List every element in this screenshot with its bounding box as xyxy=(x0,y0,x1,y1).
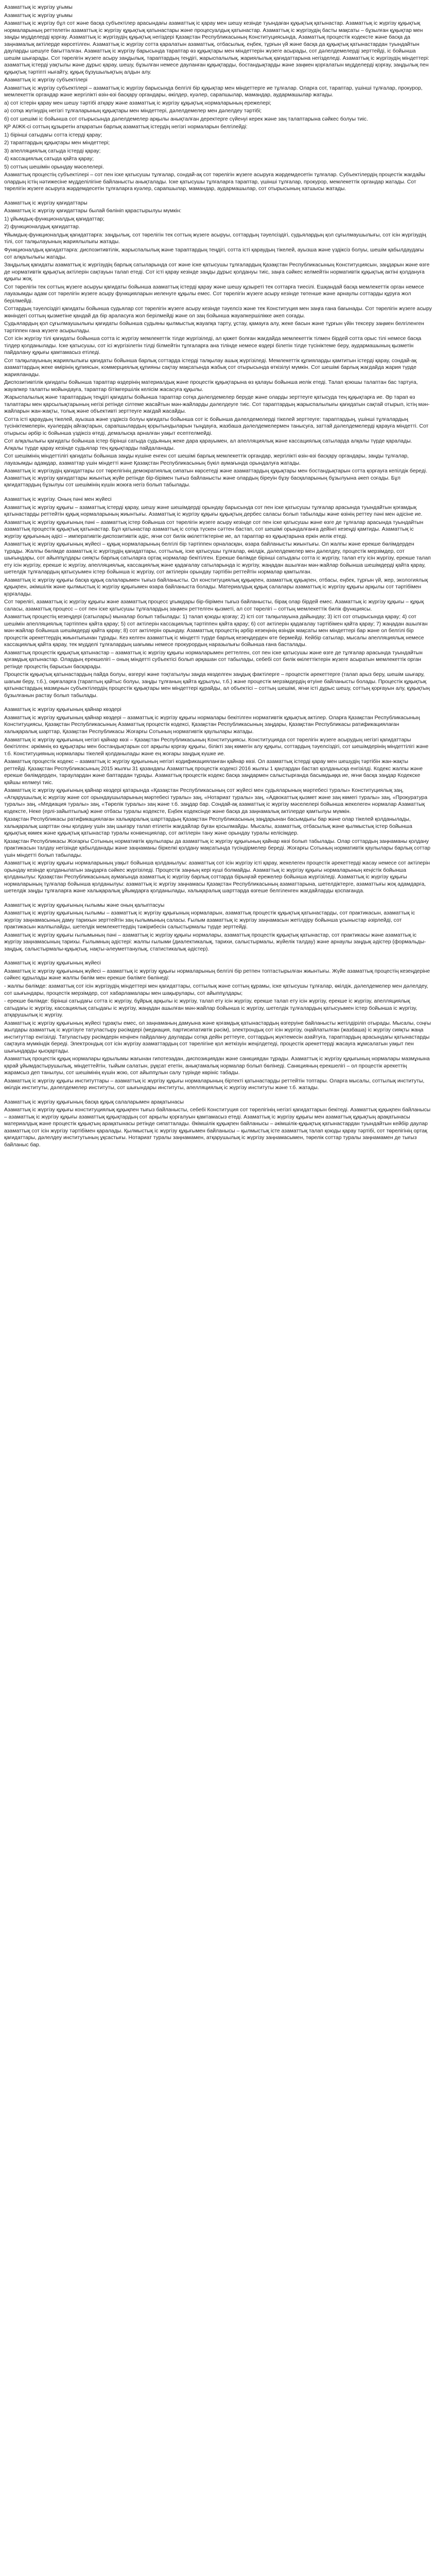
paragraph: 4) кассациялық сатыда қайта қарау; xyxy=(4,156,94,162)
paragraph: Азаматтық іс жүргізу субъектілері xyxy=(4,77,88,83)
paragraph: Қазақстан Республикасы Жоғарғы Сотының нормативтік қаулылары да азаматтық іс жүргізу құқығының қайнар көзі болып табылады. Олар соттардың заңнаманы қолдану практикасын талдау негізінде қабылданады және заңнаманы біркелкі қолдану мақсатында түсіндірмелер береді. Жоғарғы Сотының нормативтік қаулылары барлық соттар үшін міндетті болып табылады. xyxy=(4,838,431,858)
paragraph: Сот ісін жүргізу тілі қағидаты бойынша сотта іс жүргізу мемлекеттік тілде жүргізіледі, ал қажет болған жағдайда мемлекеттік тілмен бірдей сотта орыс тілі немесе басқа тілдер қолданылады. Іске қатысушы, сот ісі жүргізілетін тілді білмейтін тұлғаларға ана тілінде немесе өздері білетін тілде түсініктеме беру, аудармашының қызметін пайдалану құқығы қамтамасыз етіледі. xyxy=(4,336,422,356)
section-heading: Азаматтық іс жүргізу құқығының қайнар көздері xyxy=(4,707,121,713)
section-heading: Азаматтық іс жүргізу құқығының жүйесі xyxy=(4,960,101,967)
paragraph: Сот шешімінің міндеттілігі қағидаты бойынша заңды күшіне енген сот шешімі барлық мемлекеттік органдар, жергілікті өзін-өзі басқару органдары, заңды тұлғалар, лауазымды адамдар, азаматтар үшін міндетті және Қазақстан Республикасының бүкіл аумағында орындалуға жатады. xyxy=(4,453,409,466)
paragraph: Сот төрелігін тек соттың жүзеге асыруы қағидаты бойынша азаматтық істерді қарау және шешу құзыреті тек соттарға тиесілі. Ешқандай басқа мемлекеттік орган немесе лауазымды адам сот төрелігін жүзеге асыру функцияларын иеленуге құқылы емес. Сот төрелігін жүзеге асыру кезінде төтенше және арнаулы соттарды құруға жол берілмейді. xyxy=(4,284,424,304)
paragraph: Азаматтық іс жүргізу қағидаттары былай бөлініп қарастырылуы мүмкін: xyxy=(4,208,182,214)
section-heading: Азаматтық іс жүргізу қағидаттары xyxy=(4,200,88,206)
paragraph: ә) сотқа жүгінудің негізгі тұлғаларының құқықтары мен міндеттері, дәлелдемелер мен дәлелдеу тәртібі; xyxy=(4,108,262,114)
paragraph: Азаматтық іс жүргізу құқығы – азаматтық істерді қарау, шешу және шешімдерді орындау барысында сот пен іске қатысушы тұлғалар арасында туындайтын қоғамдық қатынастарды реттейтін құқық нормаларының жиынтығы. Азаматтық іс жүргізу құқығы құқықтың дербес саласы болып табылады және өзінің реттеу пәні мен әдісіне ие. xyxy=(4,504,423,518)
paragraph: Азаматтық іс жүргізу құқығының пәні – азаматтық істер бойынша сот төрелігін жүзеге асыру кезінде сот пен іске қатысушы және өзге де тұлғалар арасында туындайтын азаматтық процестік құқықтық қатынастар. Бұл қатынастар азаматтық іс сотқа түскен сәттен бастап, сот шешімі орындалғанға дейінгі кезеңді қамтиды. Азаматтық іс жүргізу құқығының әдісі – императивтік-диспозитивтік әдіс, яғни сот билік өкілеттіктеріне ие, ал тараптар өз құқықтарына еркін иелік етеді. xyxy=(4,519,424,539)
paragraph: Азаматтық іс жүргізу құқығының жүйесі – азаматтық іс жүргізу құқығы нормаларының белгілі бір ретпен топтастырылған жиынтығы. Жүйе азаматтық процестің кезеңдеріне сәйкес құрылады және жалпы бөлім мен ерекше бөлімге бөлінеді: xyxy=(4,968,430,981)
paragraph: Сот алқалылығы қағидаты бойынша істер бірінші сатыда судьяның жеке дара қарауымен, ал апелляциялық және кассациялық сатыларда алқалы түрде қаралады. Алқалы түрде қарау кезінде судьялар тең құқықтарды пайдаланады. xyxy=(4,438,412,451)
paragraph: Судьялардың қол сұғылмаушылығы қағидаты бойынша судьяны қылмыстық жауапқа тарту, ұстау, қамауға алу, жеке басын және тұрғын үйін тексеру заңмен белгіленген тәртіппен ғана жүзеге асырылады. xyxy=(4,321,424,334)
paragraph: Жарыспалылық және тараптардың теңдігі қағидаты бойынша тараптар сотқа дәлелдемелер беруде және оларды зерттеуге қатысуда тең құқықтарға ие. Әр тарап өз талаптары мен қарсылықтарының негізі ретінде сілтеме жасайтын мән-жайларды дәлелдеуге тиіс. Сот тараптардың жарыспалылығы қағидатын сақтай отырып, істің мән-жайларын жан-жақты, толық және объективті зерттеуге жағдай жасайды. xyxy=(4,395,430,415)
section-gap xyxy=(4,700,432,705)
paragraph: 1) бірінші сатыдағы сотта істерді қарау; xyxy=(4,132,102,138)
paragraph: ҚР АІЖК-сі соттың құзыретін атқаратын барлық азаматтық істердің негізгі нормаларын белгілейді: xyxy=(4,124,248,130)
paragraph: Функционалдық қағидаттарға: диспозитивтілік, жарыспалылық және тараптардың теңдігі, сотта істі қараудың тікелей, ауызша және үздіксіз болуы, шешім қабылдаудағы сот алқалылығы жатады. xyxy=(4,247,424,260)
paragraph: Азаматтық іс жүргізу құқығының жүйесі тұрақты емес, ол заңнаманың дамуына және қоғамдық қатынастардың өзгеруіне байланысты жетілдіріліп отырады. Мысалы, соңғы жылдары азаматтық іс жүргізуге татуластыру рәсімдері (медиация, партисипативтік рәсім), электрондық сот ісін жүргізу, оңайлатылған (жазбаша) іс жүргізу сияқты жаңа институттар енгізілді. Татуластыру рәсімдерін кеңінен пайдалану дауларды сотқа дейін реттеуге, соттардың жүктемесін азайтуға, тараптардың арасындағы қатынастарды сақтауға мүмкіндік береді. Электрондық сот ісін жүргізу азаматтардың сот төрелігіне қол жеткізуін жеңілдетеді, процестік әрекеттерді жасауға жұмсалатын уақыт пен шығындарды қысқартады. xyxy=(4,1020,431,1054)
paragraph: - жалпы бөлімде: азаматтық сот ісін жүргізудің міндеттері мен қағидаттары, соттылық және соттың құрамы, іске қатысушы тұлғалар, өкілдік, дәлелдемелер мен дәлелдеу, сот шығындары, процестік мерзімдер, сот хабарламалары мен шақырулары, сот айыппұлдары; xyxy=(4,984,428,996)
paragraph: Қазақстан Республикасы ратификациялаған халықаралық шарттардың Қазақстан Республикасының заңдарынан басымдығы бар және олар тікелей қолданылады, халықаралық шарттан оны қолдану үшін заң шығару талап етілетін жағдайлар бұған қосылмайды. Мысалы, азаматтық, отбасылық және қылмыстық істер бойынша құқықтық көмек және құқықтық қатынастар туралы конвенциялар, сот актілерін тану және орындау туралы келісімдер. xyxy=(4,817,412,837)
paragraph: Соттардың тәуелсіздігі қағидаты бойынша судьялар сот төрелігін жүзеге асыру кезінде тәуелсіз және тек Конституция мен заңға ғана бағынады. Сот төрелігін жүзеге асыру жөніндегі соттың қызметіне қандай да бір араласуға жол берілмейді және ол заң бойынша жауапкершілікке әкеп соғады. xyxy=(4,306,432,319)
paragraph: Диспозитивтілік қағидаты бойынша тараптар өздерінің материалдық және процестік құқықтарына өз қалауы бойынша иелік етеді. Талап қоюшы талаптан бас тартуға, жауапкер талапты мойындауға, тараптар бітімгершілік келісім жасасуға құқылы. xyxy=(4,380,418,393)
paragraph: Азаматтық іс жүргізу құқығының жүйесі – құқық нормаларының белгілі бір тәртіппен орналасқан, өзара байланысты жиынтығы. Ол жалпы және ерекше бөлімдерден тұрады. Жалпы бөлімде азаматтық іс жүргізудің қағидаттары, соттылық, іске қатысушы тұлғалар, өкілдік, дәлелдемелер мен дәлелдеу, процестік мерзімдер, сот шығындары, сот айыппұлдары сияқты барлық сатыларға ортақ нормалар бекітілген. Ерекше бөлімде бірінші сатыдағы сотта іс жүргізу, талап ету ісін жүргізу, ерекше талап ету ісін жүргізу, ерекше іс жүргізу, апелляциялық, кассациялық және қадағалау сатыларында іс жүргізу, жаңадан ашылған мән-жайлар бойынша шешімдерді қайта қарау, шетелдік тұлғалардың қатысуымен істер бойынша іс жүргізу, сот актілерін орындау тәртібін реттейтін нормалар қамтылған. xyxy=(4,541,431,575)
paragraph: Азаматтық іс жүргізу ұғымы xyxy=(4,12,73,19)
paragraph: Азаматтық іс жүргізу құқығының негізгі қайнар көзі – Қазақстан Республикасының Конституциясы. Конституцияда сот төрелігін жүзеге асырудың негізгі қағидаттары бекітілген: әркімнің өз құқықтары мен бостандықтарын сот арқылы қорғау құқығы, білікті заң көмегін алу құқығы, соттардың тәуелсіздігі, сот шешімдерінің міндеттілігі және т.б. Конституцияның нормалары тікелей қолданылады және ең жоғары заңдық күшке ие. xyxy=(4,737,429,757)
paragraph: Азаматтық процестік кодекс – азаматтық іс жүргізу құқығының негізгі кодификацияланған қайнар көзі. Ол азаматтық істерді қарау мен шешудің тәртібін жан-жақты реттейді. Қазақстан Республикасының 2015 жылғы 31 қазандағы Азаматтық процестік кодексі 2016 жылғы 1 қаңтардан бастап қолданысқа енгізілді. Кодекс жалпы және ерекше бөлімдерден, тараулардан және баптардан тұрады. Азаматтық процестік кодекс басқа заңдармен салыстырғанда басымдыққа ие, яғни басқа заңдар Кодекске қайшы келмеуі тиіс. xyxy=(4,759,423,786)
paragraph: Азаматтық іс жүргізудің қағидаттары сот төрелігінің демократиялық сипатын көрсетеді және азаматтардың құқықтары мен бостандықтарын сотта қорғауға кепілдік береді. Азаматтық іс жүргізу қағидаттары жиынтық жүйе ретінде бір-бірімен тығыз байланысты және олардың біреуін бұзу басқаларының бұзылуына әкеп соғады. Бұл қағидаттардың бұзылуы сот шешімінің күшін жоюға негіз болып табылады. xyxy=(4,468,428,488)
paragraph: Сот талқылауының жариялылығы қағидаты бойынша барлық соттарда істерді талқылау ашық жүргізіледі. Мемлекеттік құпияларды қамтитын істерді қарау, сондай-ақ азаматтардың жеке өмірінің құпиясын, коммерциялық құпияны сақтау мақсатында жабық сот отырысында өткізілуі мүмкін. Сот шешімі барлық жағдайда жария түрде жарияланады. xyxy=(4,358,417,378)
paragraph: Процестік құқықтық қатынастардың пайда болуы, өзгеруі және тоқтатылуы заңда көзделген заңдық фактілерге – процестік әрекеттерге (талап арыз беру, шешім шығару, шағым беру, т.б.), оқиғаларға (тараптың қайтыс болуы, заңды тұлғаның қайта құрылуы, т.б.) және процестік мерзімдердің өтуіне байланысты болады. Процестік құқықтық қатынастардың мазмұнын субъектілердің процестік құқықтары мен міндеттері құрайды, ал объектісі – соттың шешімі, яғни істі дұрыс шешу, соттың қорғауын алу, құқықтың бұзылғанын растау болып табылады. xyxy=(4,672,430,699)
paragraph: Азаматтық іс жүргізу құқығының ғылымы – азаматтық іс жүргізу құқығының нормаларын, азаматтық процестік құқықтық қатынастарды, сот практикасын, азаматтық іс жүргізу заңнамасының даму тарихын зерттейтін заң ғылымының саласы. Ғылым азаматтық іс жүргізу заңнамасын жетілдіру бойынша ұсыныстар әзірлейді, сот практикасын жалпылайды, шетелдік мемлекеттердің тәжірибесін салыстырмалы түрде зерттейді. xyxy=(4,910,415,930)
paragraph: Заңдылық қағидаты азаматтық іс жүргізудің барлық сатыларында сот және іске қатысушы тұлғалардың Қазақстан Республикасының Конституциясын, заңдарын және өзге де нормативтік құқықтық актілерін сақтауын талап етеді. Сот істі қарау кезінде заңды дұрыс қолдануы тиіс, заңға сәйкес келмейтін нормативтік құқықтық актіні қолдануға құқығы жоқ. xyxy=(4,262,430,282)
section-gap xyxy=(4,896,432,901)
paragraph: 2) тараптардың құқықтары мен міндеттері; xyxy=(4,140,110,146)
paragraph: Сот төрелігі, азаматтық іс жүргізу құқығы және азаматтық процесс ұғымдары бір-бірімен тығыз байланысты, бірақ олар бірдей емес. Азаматтық іс жүргізу құқығы – құқық саласы, азаматтық процесс – сот пен іске қатысушы тұлғалардың заңмен реттелген қызметі, ал сот төрелігі – соттың мемлекеттік билік функциясы. xyxy=(4,599,424,612)
paragraph: Азаматтық іс жүргізу бұл сот және басқа субъектілер арасындағы азаматтық іс қарау мен шешу кезінде туындаған құқықтық қатынастар. Азаматтық іс жүргізу құқықтық нормаларының реттелетін азаматтық іс жүргізу құқықтық қатынастары және процесуалдық қатынастар. Азаматтық іс жүргізудің басты мақсаты – бұзылған құқықтар мен заңды мүдделерді қорғау. Азаматтық іс жүргізудің құқықтық негіздері Қазақстан Республикасының Конституциясында, Азаматтық процестік кодексте және басқа да заңнамалық актілерде көрсетілген. Азаматтық іс жүргізу сотта қаралатын азаматтық, отбасылық, еңбек, тұрғын үй және басқа да құқықтық қатынастардан туындайтын дауларды шешуге бағытталған. Азаматтық іс жүргізу барысында тараптар өз құқықтары мен міндеттерін жүзеге асырады, сот дәлелдемелерді зерттейді, іс бойынша шешім шығарады. Сот төрелігін жүзеге асыру заңдылық, тараптардың теңдігі, жарыспалылық, жариялылық қағидаттарына негізделеді. Азаматтық іс жүргізудің міндеттері: азаматтық істерді уақтылы және дұрыс қарау, шешу, бұзылған немесе дауланған құқықтарды, бостандықтарды және заңмен қорғалатын мүдделерді қорғау, заңдылық пен құқықтық тәртіпті нығайту, құқық бұзушылықтың алдын алу. xyxy=(4,21,429,75)
paragraph: Азаматтық іс жүргізу құқығы нормаларының уақыт бойынша қолданылуы: азаматтық сот ісін жүргізу істі қарау, жекелеген процестік әрекеттерді жасау немесе сот актілерін орындау кезінде қолданылатын заңдарға сәйкес жүргізіледі. Процестік заңның кері күші болмайды. Азаматтық іс жүргізу құқығы нормаларының кеңістік бойынша қолданылуы: Қазақстан Республикасының аумағында азаматтық іс жүргізу барлық соттарда бірыңғай ережелер бойынша жүргізіледі. Азаматтық іс жүргізу құқығы нормаларының тұлғалар бойынша қолданылуы: азаматтық іс жүргізу заңнамасы Қазақстан Республикасының азаматтарына, шетелдіктерге, азаматтығы жоқ адамдарға, шетелдік заңды тұлғаларға және халықаралық ұйымдарға қолданылады, халықаралық шарттарда өзгеше белгіленген жағдайларды қоспағанда. xyxy=(4,860,430,894)
paragraph: Ұйымдық-функционалдық қағидаттарға: заңдылық, сот төрелігін тек соттың жүзеге асыруы, соттардың тәуелсіздігі, судьялардың қол сұғылмаушылығы, сот ісін жүргізудің тілі, сот талқылауының жариялылығы жатады. xyxy=(4,232,426,245)
paragraph: Азаматтық іс жүргізу құқығының қайнар көздері – азаматтық іс жүргізу құқығы нормалары бекітілген нормативтік құқықтық актілер. Оларға Қазақстан Республикасының Конституциясы, Қазақстан Республикасының Азаматтық процестік кодексі, Қазақстан Республикасының заңдары, Қазақстан Республикасы ратификациялаған халықаралық шарттар, Қазақстан Республикасы Жоғарғы Сотының нормативтік қаулылары жатады. xyxy=(4,715,420,735)
paragraph: Азаматтық іс жүргізу құқығы басқа құқық салаларымен тығыз байланысты. Ол конституциялық құқықпен, азаматтық құқықпен, отбасы, еңбек, тұрғын үй, жер, экологиялық құқықпен, әкімшілік және қылмыстық іс жүргізу құқығымен өзара байланыста болады. Материалдық құқық салалары азаматтық іс жүргізу құқығы арқылы сот тәртібімен қорғалады. xyxy=(4,577,428,597)
paragraph: 1) ұйымдық-функционалдық қағидаттар; xyxy=(4,216,104,222)
document xyxy=(0,0,436,1148)
section-heading: Азаматтық іс жүргізу. Оның пәні мен жүйесі xyxy=(4,497,112,502)
section-heading: Азаматтық іс жүргізу құқығының басқа құқық салаларымен арақатынасы xyxy=(4,1099,184,1105)
paragraph: а) сот істерін қарау мен шешу тәртібі атқару және азаматтық іс жүргізу құқықтық нормаларының ережелері; xyxy=(4,100,271,106)
section-gap xyxy=(4,490,432,495)
paragraph: 3) апелляциялық сатыда істерді қарау; xyxy=(4,148,101,154)
paragraph: Азаматтық іс жүргізу құқығының қайнар көздері қатарында «Қазақстан Республикасының сот жүйесі мен судьяларының мәртебесі туралы» Конституциялық заң, «Атқарушылық іс жүргізу және сот орындаушыларының мәртебесі туралы» заң, «Нотариат туралы» заң, «Адвокаттық қызмет және заң көмегі туралы» заң, «Прокуратура туралы» заң, «Медиация туралы» заң, «Төрелік туралы» заң және т.б. заңдар бар. Сондай-ақ азаматтық іс жүргізу мәселелері бойынша жекелеген нормалар Азаматтық кодексте, Неке (ерлі-зайыптылық) және отбасы туралы кодексте, Еңбек кодексінде және басқа да заңнамалық актілерде қамтылуы мүмкін. xyxy=(4,788,428,815)
paragraph: 2) функционалдық қағидаттар. xyxy=(4,224,80,230)
section-gap xyxy=(4,954,432,959)
section-heading: Азаматтық іс жүргізу ұғымы xyxy=(4,5,73,10)
paragraph: б) сот шешімі іс бойынша сот отырысында дәлелдемелер арқылы анықталған деректерге сүйенуі керек және заң талаптарына сәйкес болуы тиіс. xyxy=(4,116,368,122)
section-heading: Азаматтық іс жүргізу құқығының ғылымы және оның қалыптасуы xyxy=(4,902,165,908)
paragraph: Сотта істі қараудың тікелей, ауызша және үздіксіз болуы қағидаты бойынша сот іс бойынша дәлелдемелерді тікелей зерттеуге: тараптардың, үшінші тұлғалардың түсініктемелерін, куәлердің айғақтарын, сарапшылардың қорытындыларын тыңдауға, жазбаша дәлелдемелермен танысуға, заттай дәлелдемелерді қарауға міндетті. Сот отырысы әрбір іс бойынша үздіксіз өтеді, демалысқа арналған уақыт есептелмейді. xyxy=(4,416,429,436)
paragraph: Азаматтық процестің кезеңдері (сатылары) мыналар болып табылады: 1) талап қоюды қозғау; 2) істі сот талқылауына дайындау; 3) істі сот отырысында қарау; 4) сот шешімін апелляциялық тәртіппен қайта қарау; 5) сот актілерін кассациялық тәртіппен қайта қарау; 6) сот актілерін қадағалау тәртібімен қайта қарау; 7) жаңадан ашылған мән-жайлар бойынша шешімдерді қайта қарау; 8) сот актілерін орындау. Азаматтық процестің әрбір кезеңінің өзіндік мақсаты мен міндеттері бар және ол белгілі бір процестік әрекеттердің жиынтығынан тұрады. Кез келген азаматтық іс міндетті түрде барлық кезеңдерден өте бермейді. Кейбір сатылар, мысалы апелляциялық немесе кассациялық қайта қарау, тек мүдделі тұлғалардың шағымы немесе прокурордың наразылығы бойынша ғана басталады. xyxy=(4,614,428,648)
paragraph: - ерекше бөлімде: бірінші сатыдағы сотта іс жүргізу, бұйрық арқылы іс жүргізу, талап ету ісін жүргізу, ерекше талап ету ісін жүргізу, ерекше іс жүргізу, апелляциялық сатыдағы іс жүргізу, кассациялық сатыдағы іс жүргізу, жаңадан ашылған мән-жайлар бойынша іс жүргізу, шетелдік тұлғалардың қатысуымен істер бойынша іс жүргізу, атқарушылық іс жүргізу. xyxy=(4,998,417,1019)
paragraph: Азаматтық іс жүргізу субъектілері – азаматтық іс жүргізу барысында белгілі бір құқықтар мен міндеттерге ие тұлғалар. Оларға сот, тараптар, үшінші тұлғалар, прокурор, мемлекеттік органдар және жергілікті өзін-өзі басқару органдары, өкілдер, куәлер, сарапшылар, мамандар, аудармашылар жатады. xyxy=(4,85,423,98)
paragraph: Азаматтық процестік құқықтық қатынастар – азаматтық іс жүргізу құқығы нормаларымен реттелген, сот пен іске қатысушы және өзге де тұлғалар арасында туындайтын қоғамдық қатынастар. Олардың ерекшелігі – оның міндетті субъектісі болып әрқашан сот табылады, себебі сот билік өкілеттіктерін жүзеге асыратын мемлекеттік орган ретінде процестің барысын басқарады. xyxy=(4,650,423,670)
section-gap xyxy=(4,1093,432,1098)
paragraph: Азаматтық процестік құқық нормалары құрылымы жағынан гипотезадан, диспозициядан және санкциядан тұрады. Азаматтық іс жүргізу құқығының нормалары мазмұнына қарай ұйымдастырушылық, міндеттейтін, тыйым салатын, рұқсат ететін, анықтамалық нормалар болып бөлінеді. Санкцияның ерекшелігі – ол процестік әрекеттің жарамсыз деп танылуы, сот шешімінің күшін жою, сот айыппұлын салу түрінде көрініс табады. xyxy=(4,1056,430,1076)
paragraph: Азаматтық процестің субъектілері – сот пен іске қатысушы тұлғалар, сондай-ақ сот төрелігін жүзеге асыруға жәрдемдесетін тұлғалар. Субъектілердің процестік жағдайы олардың істің нәтижесіне мүдделілігіне байланысты анықталады. Іске қатысушы тұлғаларға тараптар, үшінші тұлғалар, прокурор, мемлекеттік органдар жатады. Сот төрелігін жүзеге асыруға жәрдемдесетін тұлғаларға куәлер, сарапшылар, мамандар, аудармашылар, сот отырысының хатшысы жатады. xyxy=(4,172,426,192)
paragraph: Азаматтық іс жүргізу құқығы ғылымының пәні – азаматтық іс жүргізу құқығы нормалары, азаматтық процестік құқықтық қатынастар, сот практикасы және азаматтық іс жүргізу заңнамасының тарихы. Ғылымның әдістері: жалпы ғылыми (диалектикалық, тарихи, салыстырмалы, жүйелік талдау) және арнаулы заңдық әдістер (формальды-заңдық, салыстырмалы-құқықтық, нақты-әлеуметтанулық, статистикалық әдістер). xyxy=(4,932,426,952)
paragraph: Азаматтық іс жүргізу құқығы институттары – азаматтық іс жүргізу құқығы нормаларының біртекті қатынастарды реттейтін топтары. Оларға мысалы, соттылық институты, өкілдік институты, дәлелдемелер институты, сот шығындары институты, апелляциялық іс жүргізу институты және т.б. жатады. xyxy=(4,1078,425,1091)
paragraph: Азаматтық іс жүргізу құқығы конституциялық құқықпен тығыз байланысты, себебі Конституция сот төрелігінің негізгі қағидаттарын бекітеді. Азаматтық құқықпен байланысы – азаматтық іс жүргізу құқығы азаматтық құқықтардың сот арқылы қорғалуын қамтамасыз етеді. Азаматтық іс жүргізу құқығы мен азаматтық құқықтың арақатынасы материалдық және процестік құқықтың арақатынасы ретінде сипатталады. Әкімшілік құқықпен байланысы – әкімшілік-құқықтық қатынастардан туындайтын кейбір даулар азаматтық сот ісін жүргізу тәртібімен қаралады. Қылмыстық іс жүргізу құқығымен байланысы – қылмыстық істе азаматтық талап қоюды қарау тәртібі, сот төрелігінің ортақ қағидаттары, дәлелдеу институтының ұқсастығы. Нотариат туралы заңнамамен, атқарушылық іс жүргізу заңнамасымен, төрелік соттар туралы заңнамамен де тығыз байланыс бар. xyxy=(4,1107,431,1148)
section-gap xyxy=(4,194,432,199)
paragraph: 5) соттың шешімін орындау мәселелері. xyxy=(4,164,104,170)
